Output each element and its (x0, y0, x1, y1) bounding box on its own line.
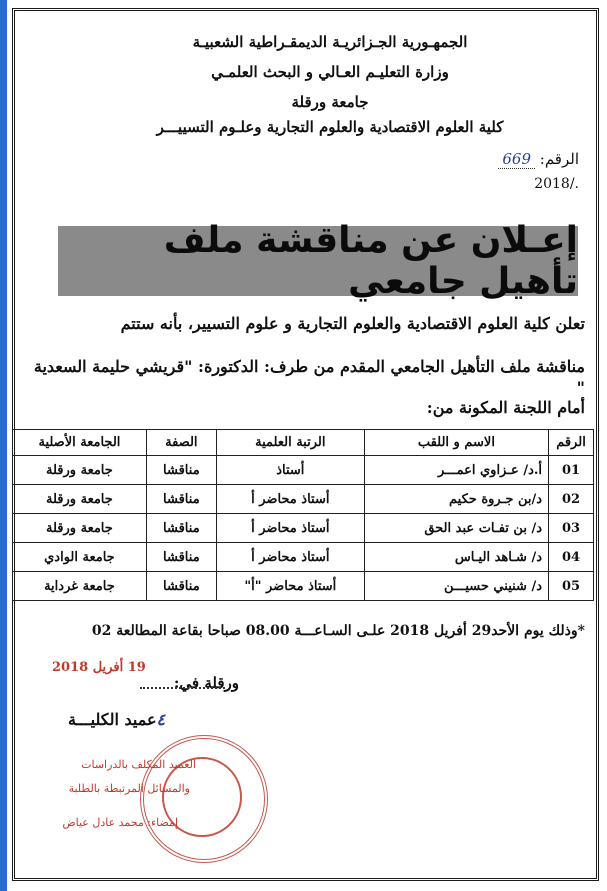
cell-university: جامعة ورقلة (13, 456, 147, 485)
header-rank: الرتبة العلمية (216, 430, 364, 456)
body-paragraph-3: أمام اللجنة المكونة من: (426, 398, 585, 417)
announcement-banner (58, 220, 578, 302)
reference-line (498, 150, 579, 168)
cell-number: 04 (549, 543, 594, 572)
cell-name: د/بن جـروة حكيم (364, 485, 548, 514)
table-header-row (13, 430, 594, 456)
scan-edge (0, 0, 7, 891)
reference-number: 669 (498, 150, 535, 169)
cell-name: أ.د/ عـزاوي اعمـــر (364, 456, 548, 485)
cell-role: مناقشا (146, 514, 216, 543)
table-row (13, 514, 594, 543)
signature-line-2: والمسائل المرتبطة بالطلبة (68, 782, 190, 795)
cell-rank: أستاذ محاضر "أ" (216, 572, 364, 601)
reference-year: 2018/. (534, 176, 579, 192)
body-paragraph-2: مناقشة ملف التأهيل الجامعي المقدم من طرف: الدكتورة: "قريشي حليمة السعدية " (33, 357, 585, 397)
announcement-title: إعـلان عن مناقشة ملف تأهيل جامعي (163, 220, 578, 302)
header-university: الجامعة الأصلية (13, 430, 147, 456)
cell-role: مناقشا (146, 485, 216, 514)
header-number: الرقم (549, 430, 594, 456)
dean-handwritten-number: ٤ (156, 710, 166, 729)
cell-rank: أستاذ محاضر أ (216, 514, 364, 543)
header-role: الصفة (146, 430, 216, 456)
signature-stamp (10, 740, 200, 840)
header-ministry: وزارة التعليـم العـالي و البحث العلمـي (211, 63, 449, 81)
header-name: الاسم و اللقب (364, 430, 548, 456)
place-dotted-line (140, 687, 225, 689)
cell-number: 02 (549, 485, 594, 514)
place-label: ورقلة في: (173, 674, 239, 692)
cell-name: د/ بن تفـات عبد الحق (364, 514, 548, 543)
date-stamp: 19 أفريل 2018 (52, 660, 146, 675)
header-faculty: كلية العلوم الاقتصادية والعلوم التجارية وعلـوم التسييـــر (156, 118, 504, 136)
signature-line-3: إمضاء: محمد عادل عياض (62, 816, 178, 829)
cell-number: 05 (549, 572, 594, 601)
body-paragraph-1: تعلن كلية العلوم الاقتصادية والعلوم التجارية و علوم التسيير، بأنه ستتم (120, 314, 585, 333)
cell-number: 03 (549, 514, 594, 543)
reference-label: الرقم: (535, 150, 579, 168)
cell-university: جامعة الوادي (13, 543, 147, 572)
schedule-note: *وذلك يوم الأحد29 أفريل 2018 علـى السـاعـــة 08.00 صباحا بقاعة المطالعة 02 (91, 623, 585, 639)
cell-role: مناقشا (146, 543, 216, 572)
cell-name: د/ شنيني حسيـــن (364, 572, 548, 601)
cell-role: مناقشا (146, 456, 216, 485)
header-republic: الجمهـورية الجـزائريـة الديمقـراطية الشعبيـة (192, 33, 468, 51)
committee-table (12, 429, 594, 601)
cell-number: 01 (549, 456, 594, 485)
cell-role: مناقشا (146, 572, 216, 601)
cell-university: جامعة ورقلة (13, 514, 147, 543)
signature-line-1: العميد المكلف بالدراسات (81, 758, 196, 771)
cell-university: جامعة غرداية (13, 572, 147, 601)
table-row (13, 456, 594, 485)
cell-rank: أستاذ محاضر أ (216, 485, 364, 514)
header-university: جامعة ورقلة (291, 93, 369, 111)
cell-name: د/ شـاهد اليـاس (364, 543, 548, 572)
table-row (13, 485, 594, 514)
dean-title (68, 710, 165, 729)
table-row (13, 572, 594, 601)
cell-rank: أستاذ محاضر أ (216, 543, 364, 572)
cell-university: جامعة ورقلة (13, 485, 147, 514)
dean-title-text: عميد الكليـــة (68, 710, 157, 729)
table-row (13, 543, 594, 572)
cell-rank: أستاذ (216, 456, 364, 485)
